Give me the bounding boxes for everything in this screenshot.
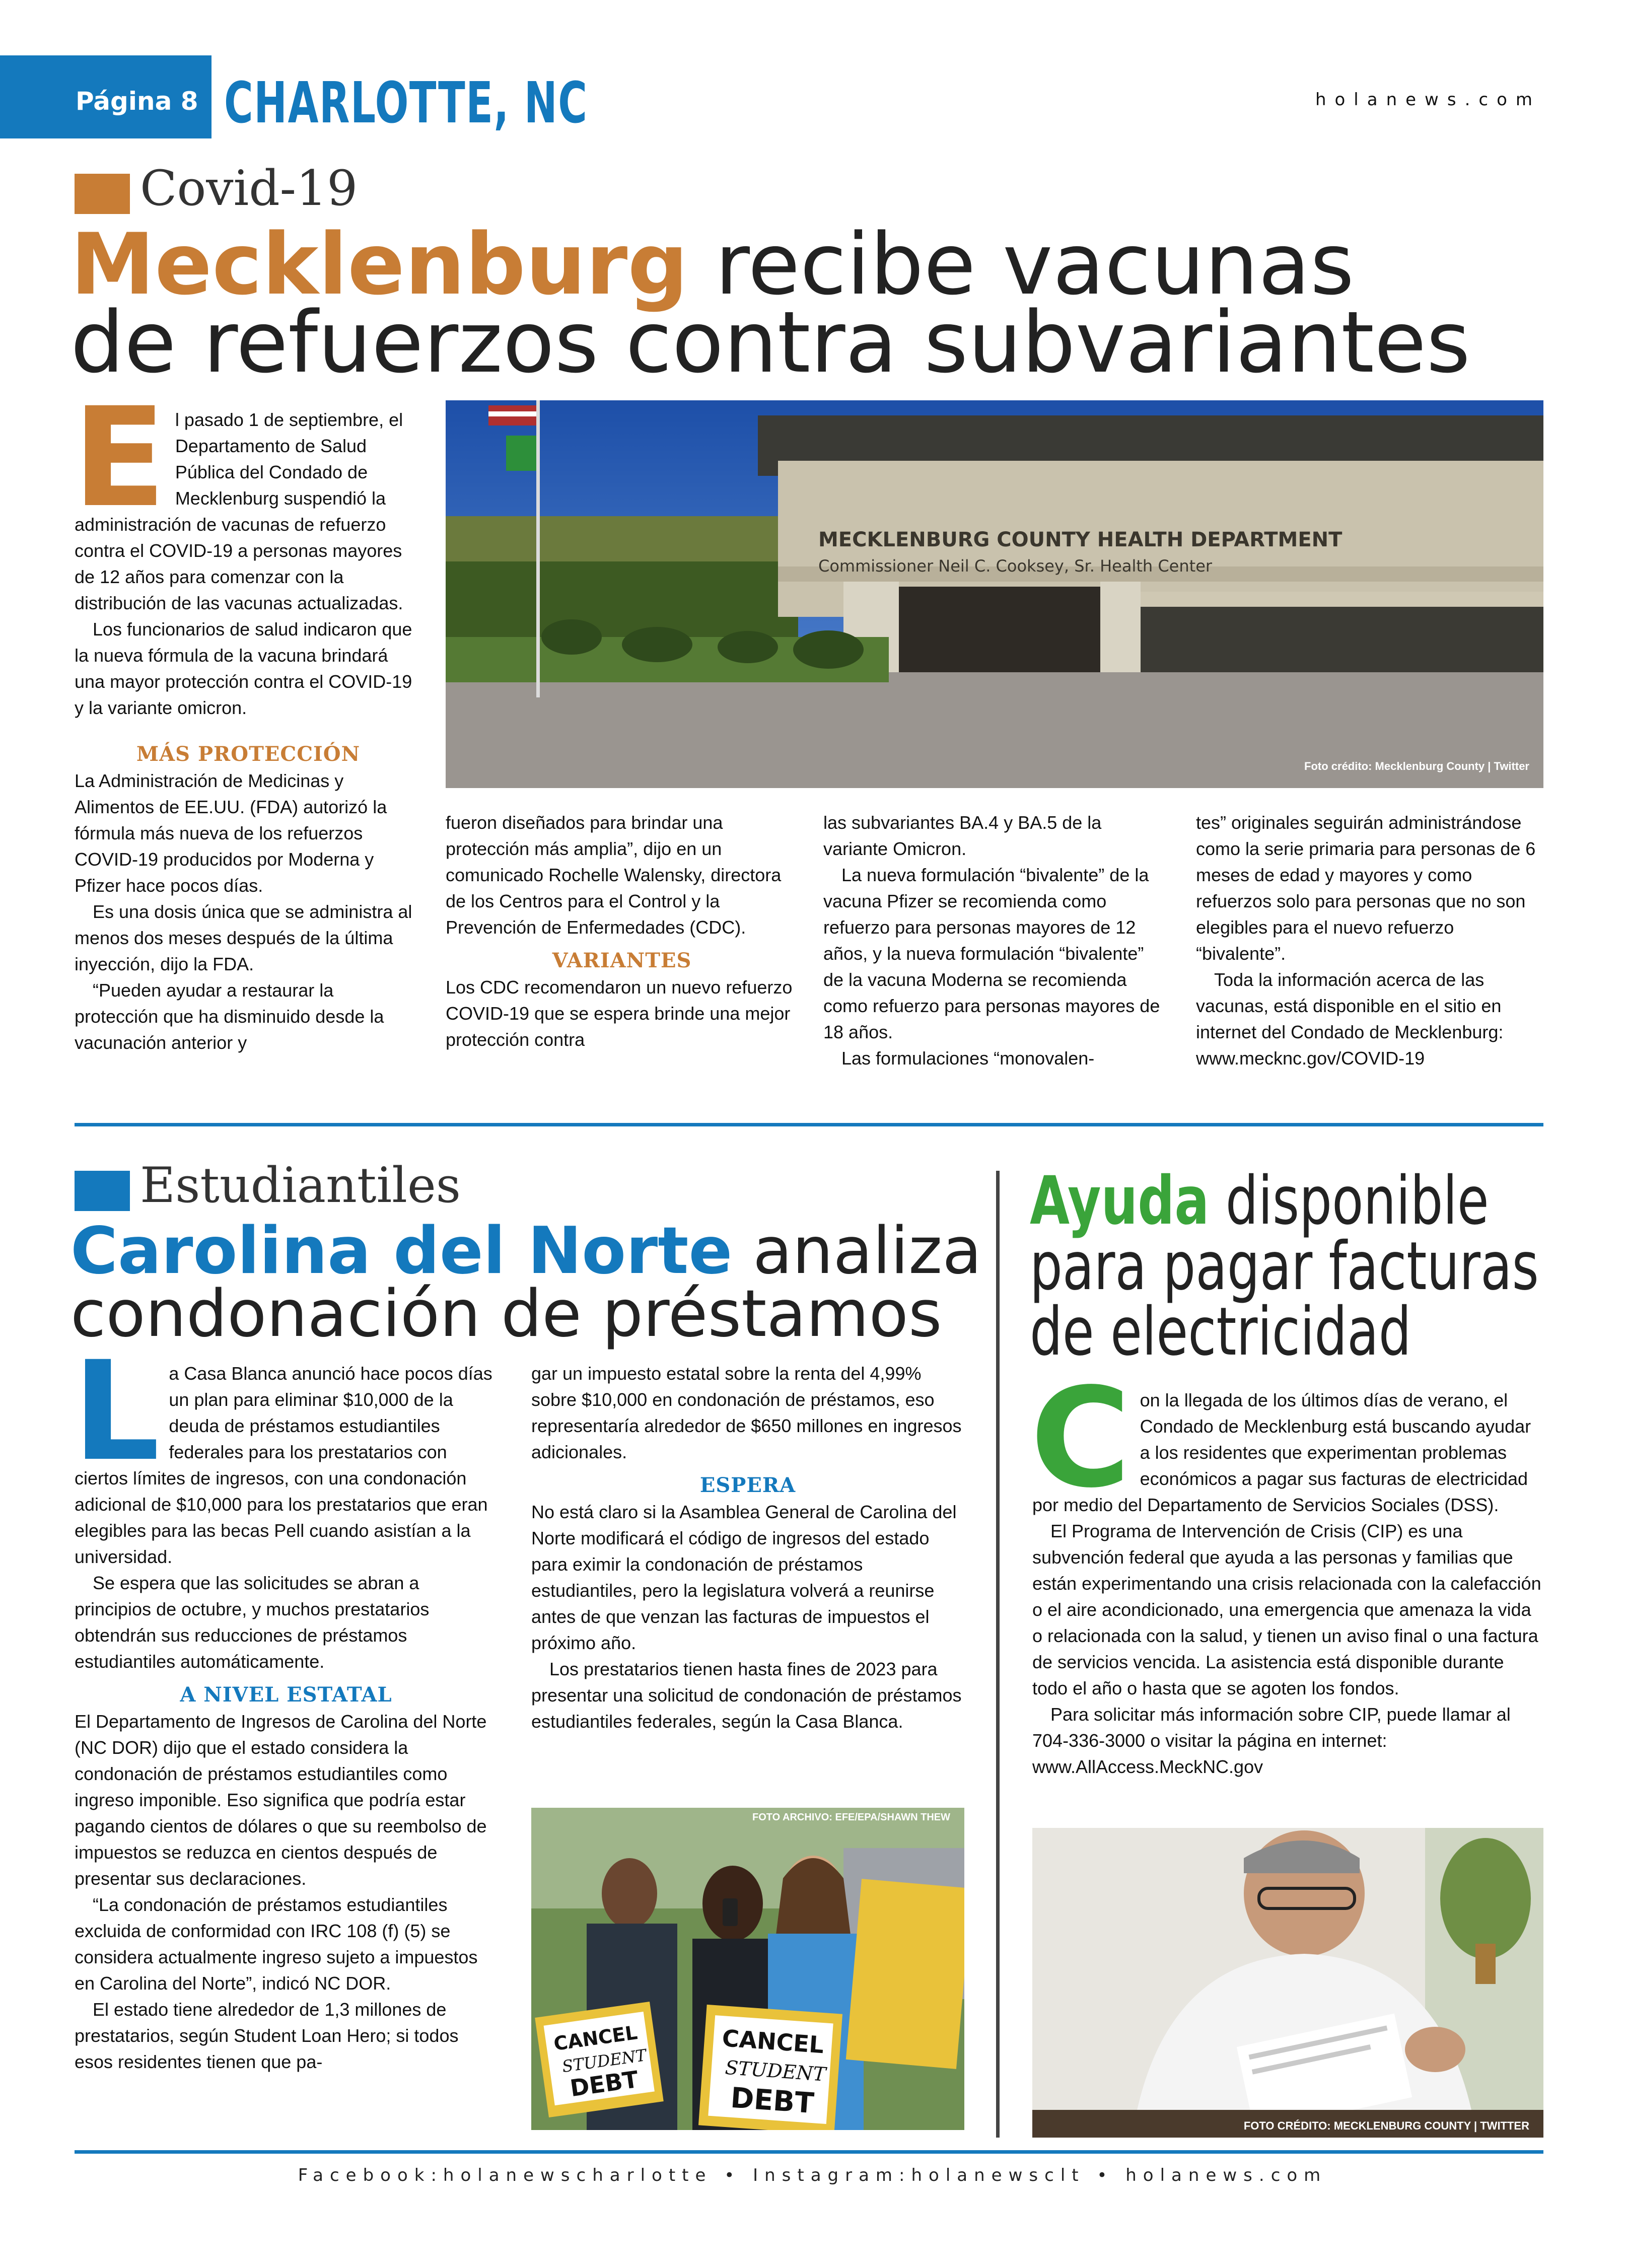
article2-col1-p1: a Casa Blanca anunció hace pocos días un plan para eliminar $10,000 de la deuda de préstamos estudiantiles federales para los prestatarios con ciertos límites de ingresos, con una condonación adicional de $10,000 para los prestatarios que eran elegibles para las becas Pell cuando asistían a la universidad. [75, 1363, 492, 1567]
article1-col2-p2: Los CDC recomendaron un nuevo refuerzo COVID-19 que se espera brinde una mejor protección contra [446, 977, 793, 1050]
section-marker-square [75, 174, 130, 214]
article2-col1-p4: “La condonación de préstamos estudiantiles excluida de conformidad con IRC 108 (f) (5) se considera actualmente ingreso sujeto a impuestos en Carolina del Norte”, indicó NC DOR. [75, 1894, 478, 1994]
man-reading-illustration [1032, 1828, 1543, 2138]
subhead-a-nivel-estatal: A NIVEL ESTATAL [180, 1683, 392, 1707]
man-reading-bills-photo [1032, 1828, 1543, 2138]
article2-col1 [73, 1332, 498, 2075]
health-department-photo [446, 400, 1543, 788]
sign-debt-left: DEBT [568, 2065, 640, 2102]
dropcap-c: C [1030, 1359, 1131, 1518]
photo-credit-health: Foto crédito: Mecklenburg County | Twitter [1304, 760, 1529, 772]
headline-ayuda-line3: de electricidad [1030, 1293, 1411, 1371]
article1-col1-p2: Es una dosis única que se administra al menos dos meses después de la última inyección, dijo la FDA. [75, 901, 412, 974]
article2-col2 [531, 1361, 964, 1735]
article1-intro: l pasado 1 de septiembre, el Departamento de Salud Pública del Condado de Mecklenburg suspendió la administración de vacunas de refuerzo contra el COVID-19 a personas mayores de 12 años para comenzar con la distribución de las vacunas actualizadas. [75, 409, 403, 613]
student-debt-protest-photo [531, 1808, 964, 2130]
article1-col2-p1: fueron diseñados para brindar una protección más amplia”, dijo en un comunicado Rochelle Walensky, directora de los Centros para el Control y la Prevención de Enfermedades (CDC). [446, 812, 782, 938]
headline-ayuda-line2: para pagar facturas [1030, 1228, 1539, 1305]
dropcap-e: E [73, 379, 166, 538]
article2-col2-p1: gar un impuesto estatal sobre la renta del 4,99% sobre $10,000 en condonación de préstamos, eso representaría alrededor de $650 millones en ingresos adicionales. [531, 1363, 962, 1462]
article2-col2-p3: Los prestatarios tienen hasta fines de 2023 para presentar una solicitud de condonación de préstamos estudiantiles federales, según la Casa Blanca. [531, 1659, 962, 1732]
article3-p3: Para solicitar más información sobre CIP, puede llamar al 704-336-3000 o visitar la página en internet: www.AllAccess.MeckNC.gov [1032, 1704, 1511, 1777]
sign-student-center: STUDENT [724, 2056, 827, 2086]
subhead-variantes: VARIANTES [552, 949, 692, 972]
protest-illustration [531, 1808, 964, 2130]
article1-col1-p3: “Pueden ayudar a restaurar la protección que ha disminuido desde la vacunación anterior y [75, 980, 384, 1053]
headline-rest: recibe vacunas [688, 215, 1355, 314]
headline-ayuda-line1 [1030, 1162, 1489, 1240]
section-marker-square [75, 1171, 130, 1211]
headline-rest: disponible [1209, 1162, 1489, 1240]
headline-covid-line2: de refuerzos contra subvariantes [70, 293, 1470, 392]
sign-line-1: MECKLENBURG COUNTY HEALTH DEPARTMENT [818, 528, 1343, 551]
article1-col3-p3: Las formulaciones “monovalen- [841, 1048, 1095, 1069]
article1-col2 [446, 810, 798, 1053]
health-department-illustration [446, 400, 1543, 788]
headline-accent: Mecklenburg [70, 215, 688, 314]
sign-student-left: STUDENT [560, 2045, 648, 2077]
subhead-mas-proteccion: MÁS PROTECCIÓN [136, 742, 361, 766]
article2-col2-p2: No está claro si la Asamblea General de Carolina del Norte modificará el código de ingresos del estado para eximir la condonación de préstamos estudiantiles, pero la legislatura volverá a reunirse antes de que venzan las facturas de impuestos el próximo año. [531, 1502, 957, 1653]
column-divider-vertical [996, 1171, 1000, 2138]
article1-col4-p1: tes” originales seguirán administrándose como la serie primaria para personas de 6 meses de edad y mayores y como refuerzos solo para personas que no son elegibles para el nuevo refuerzo “bivalente”. [1196, 812, 1536, 964]
sign-debt-center: DEBT [729, 2081, 815, 2120]
article1-col3-p2: La nueva formulación “bivalente” de la vacuna Pfizer se recomienda como refuerzo para personas mayores de 12 años, y la nueva formulación “bivalente” de la vacuna Moderna se recomienda como refuerzo para personas mayores de 18 años. [823, 865, 1160, 1042]
photo-credit-electricity: FOTO CRÉDITO: MECKLENBURG COUNTY | TWITTER [1243, 2119, 1529, 2132]
divider-top [75, 1123, 1543, 1126]
headline-student-line1 [70, 1214, 982, 1289]
headline-accent: Ayuda [1030, 1162, 1210, 1240]
article2-col1-p3: El Departamento de Ingresos de Carolina del Norte (NC DOR) dijo que el estado considera la condonación de préstamos estudiantiles como ingreso imponible. Eso significa que podría estar pagando cientos de dólares o que su reembolso de impuestos se reduzca en cientos después de presentar sus declaraciones. [75, 1711, 487, 1889]
section-city-title: CHARLOTTE, NC [224, 70, 588, 136]
sign-line-2: Commissioner Neil C. Cooksey, Sr. Health Center [818, 556, 1213, 576]
article1-intro-p2: Los funcionarios de salud indicaron que la nueva fórmula de la vacuna brindará una mayor protección contra el COVID-19 y la variante omicron. [75, 619, 412, 718]
article1-col1-p1: La Administración de Medicinas y Alimentos de EE.UU. (FDA) autorizó la fórmula más nueva de los refuerzos COVID-19 producidos por Moderna y Pfizer hace pocos días. [75, 770, 387, 896]
divider-bottom [75, 2150, 1543, 2154]
article1-col4-p2: Toda la información acerca de las vacunas, está disponible en el sitio en internet del Condado de Mecklenburg: www.mecknc.gov/COVID-19 [1196, 969, 1504, 1069]
headline-covid-line1 [70, 215, 1355, 314]
article3-p1: on la llegada de los últimos días de verano, el Condado de Mecklenburg está buscando ayudar a los residentes que experimentan problemas económicos a pagar sus facturas de electricidad por medio del Departamento de Servicios Sociales (DSS). [1032, 1390, 1531, 1515]
article2-col1-p2: Se espera que las solicitudes se abran a principios de octubre, y muchos prestatarios obtendrán sus reducciones de préstamos estudiantiles automáticamente. [75, 1573, 430, 1672]
article2-col1-p5: El estado tiene alrededor de 1,3 millones de prestatarios, según Student Loan Hero; si todos esos residentes tienen que pa- [75, 1999, 459, 2072]
sign-cancel-left: CANCEL [552, 2021, 639, 2056]
page-number: Página 8 [76, 87, 198, 116]
section-label-covid: Covid-19 [140, 160, 358, 217]
footer-social-links: Facebook:holanewscharlotte • Instagram:holanewsclt • holanews.com [298, 2165, 1327, 2185]
article3-column [1030, 1359, 1543, 1780]
article1-intro-column [73, 379, 422, 1056]
photo-credit-student: FOTO ARCHIVO: EFE/EPA/SHAWN THEW [752, 1812, 950, 1823]
article1-col4 [1196, 810, 1543, 1072]
article1-col3 [823, 810, 1166, 1072]
site-url-top: holanews.com [1315, 90, 1541, 110]
sign-cancel-center: CANCEL [721, 2024, 825, 2059]
article1-col3-p1: las subvariantes BA.4 y BA.5 de la variante Omicron. [823, 812, 1102, 859]
article3-p2: El Programa de Intervención de Crisis (CIP) es una subvención federal que ayuda a las personas y familias que están experimentando una crisis relacionada con la calefacción o el aire acondicionado, una emergencia que amenaza la vida o relacionada con la salud, y tienen un aviso final o una factura de servicios vencida. La asistencia está disponible durante todo el año o hasta que se agoten los fondos. [1032, 1521, 1541, 1698]
headline-accent: Carolina del Norte [70, 1214, 733, 1289]
headline-rest: analiza [732, 1214, 982, 1289]
dropcap-l: L [73, 1332, 160, 1492]
headline-student-line2: condonación de préstamos [70, 1277, 942, 1352]
page-tag [0, 55, 211, 138]
section-label-estudiantiles: Estudiantiles [140, 1157, 461, 1214]
subhead-espera: ESPERA [699, 1473, 796, 1497]
